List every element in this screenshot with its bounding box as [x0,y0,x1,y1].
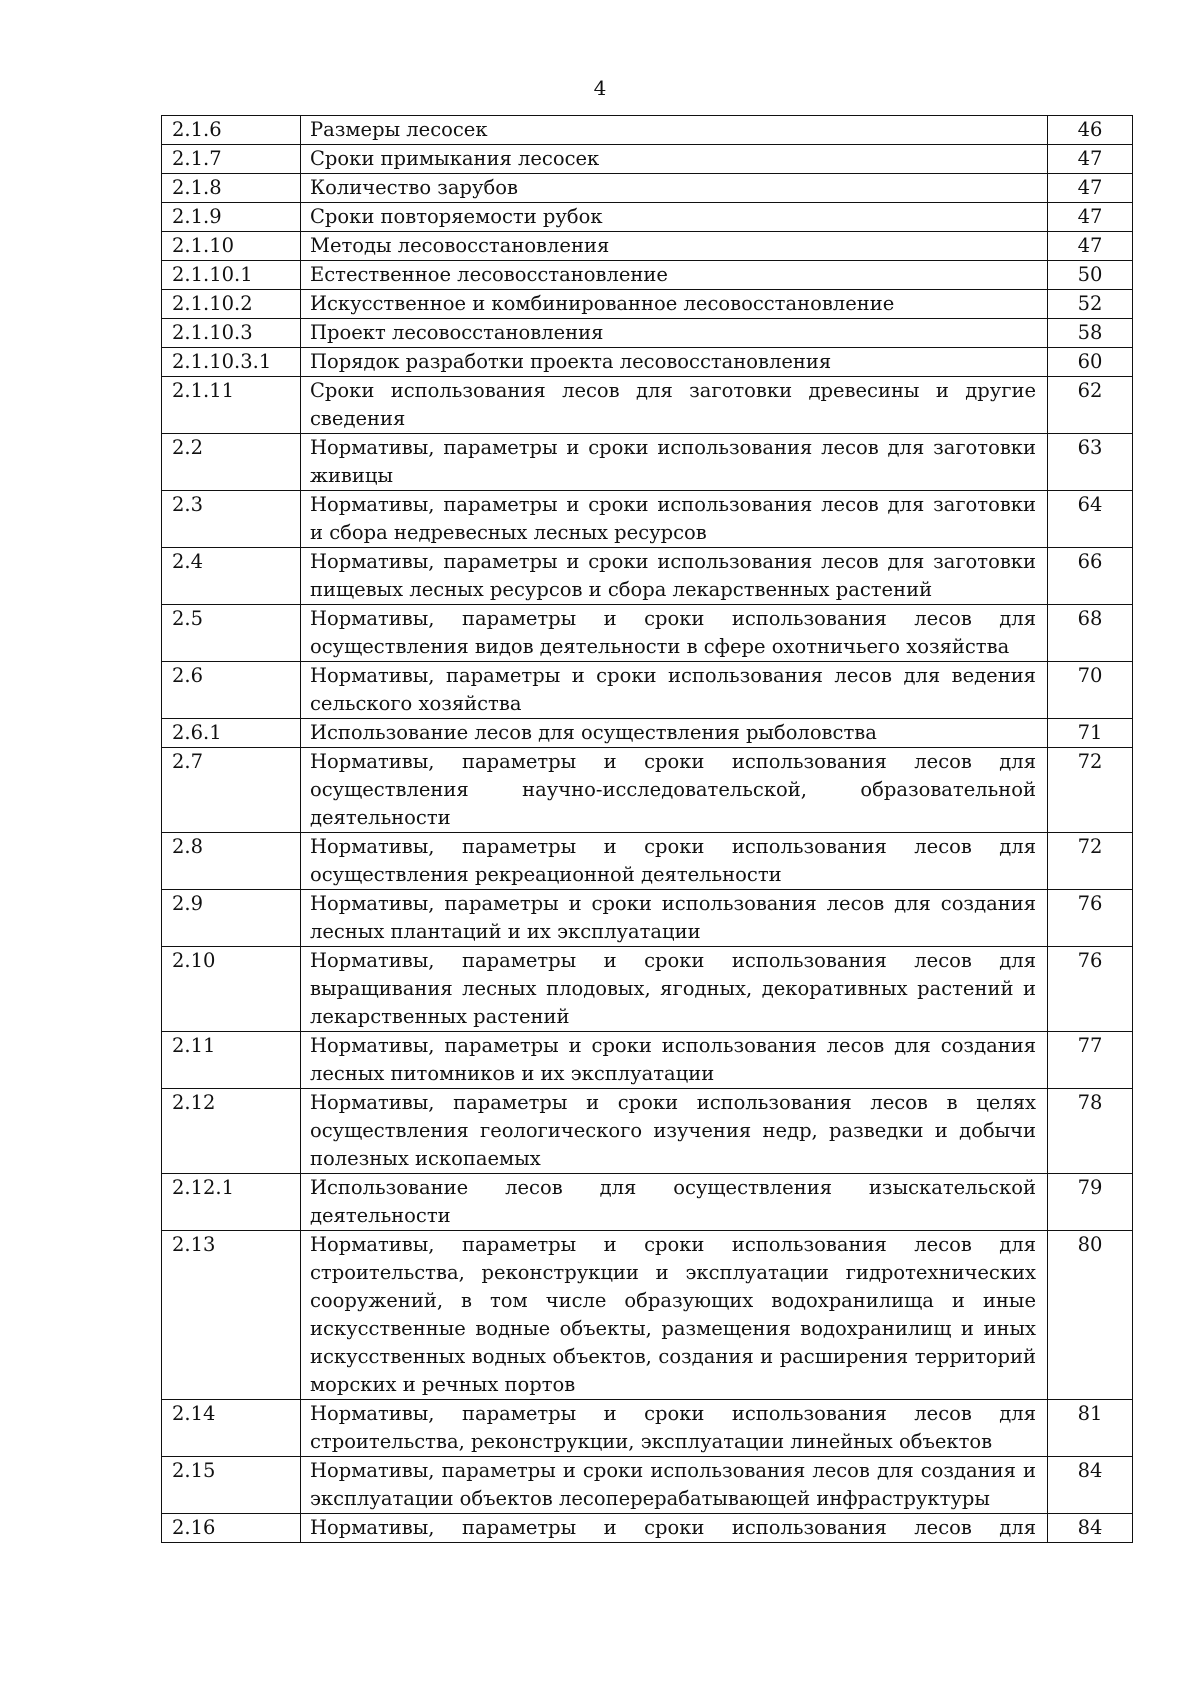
page-reference: 72 [1048,833,1133,890]
toc-row [162,319,1133,348]
section-title: Нормативы, параметры и сроки использования лесов для создания лесных питомников и их эксплуатации [301,1032,1048,1089]
section-title: Использование лесов для осуществления рыболовства [301,719,1048,748]
section-title: Нормативы, параметры и сроки использования лесов для осуществления научно-исследовательской, образовательной деятельности [301,748,1048,833]
section-number: 2.11 [162,1032,301,1089]
section-number: 2.12 [162,1089,301,1174]
page-reference: 46 [1048,116,1133,145]
page-reference: 58 [1048,319,1133,348]
section-title: Нормативы, параметры и сроки использования лесов для создания и эксплуатации объектов лесоперерабатывающей инфраструктуры [301,1457,1048,1514]
section-number: 2.13 [162,1231,301,1400]
page-reference: 64 [1048,491,1133,548]
section-title: Нормативы, параметры и сроки использования лесов для заготовки пищевых лесных ресурсов и сбора лекарственных растений [301,548,1048,605]
section-number: 2.7 [162,748,301,833]
page-reference: 79 [1048,1174,1133,1231]
toc-row [162,833,1133,890]
page-reference: 47 [1048,174,1133,203]
toc-row [162,1457,1133,1514]
section-title: Нормативы, параметры и сроки использования лесов для [301,1514,1048,1543]
toc-row [162,1089,1133,1174]
section-title: Искусственное и комбинированное лесовосстановление [301,290,1048,319]
section-number: 2.1.10 [162,232,301,261]
toc-row [162,890,1133,947]
toc-row [162,548,1133,605]
section-title: Нормативы, параметры и сроки использования лесов для строительства, реконструкции, эксплуатации линейных объектов [301,1400,1048,1457]
page-reference: 68 [1048,605,1133,662]
page-reference: 76 [1048,890,1133,947]
section-title: Нормативы, параметры и сроки использования лесов для заготовки и сбора недревесных лесных ресурсов [301,491,1048,548]
page-reference: 84 [1048,1457,1133,1514]
section-title: Нормативы, параметры и сроки использования лесов для осуществления рекреационной деятельности [301,833,1048,890]
toc-row [162,662,1133,719]
toc-row [162,348,1133,377]
page-reference: 71 [1048,719,1133,748]
section-number: 2.1.10.3.1 [162,348,301,377]
toc-row [162,434,1133,491]
page-reference: 63 [1048,434,1133,491]
section-number: 2.2 [162,434,301,491]
toc-row [162,203,1133,232]
section-title: Сроки повторяемости рубок [301,203,1048,232]
toc-row [162,174,1133,203]
page-reference: 70 [1048,662,1133,719]
section-number: 2.14 [162,1400,301,1457]
toc-row [162,605,1133,662]
page-reference: 52 [1048,290,1133,319]
section-number: 2.1.11 [162,377,301,434]
section-title: Использование лесов для осуществления изыскательской деятельности [301,1174,1048,1231]
page-reference: 78 [1048,1089,1133,1174]
table-of-contents [161,115,1133,1543]
section-number: 2.16 [162,1514,301,1543]
section-number: 2.10 [162,947,301,1032]
section-number: 2.8 [162,833,301,890]
page-reference: 80 [1048,1231,1133,1400]
section-title: Естественное лесовосстановление [301,261,1048,290]
page-reference: 50 [1048,261,1133,290]
page-reference: 84 [1048,1514,1133,1543]
toc-row [162,1400,1133,1457]
toc-row [162,145,1133,174]
section-number: 2.6.1 [162,719,301,748]
section-title: Сроки использования лесов для заготовки древесины и другие сведения [301,377,1048,434]
toc-row [162,290,1133,319]
section-number: 2.1.9 [162,203,301,232]
page-reference: 76 [1048,947,1133,1032]
section-title: Нормативы, параметры и сроки использования лесов для создания лесных плантаций и их эксплуатации [301,890,1048,947]
section-title: Количество зарубов [301,174,1048,203]
toc-row [162,1032,1133,1089]
section-title: Размеры лесосек [301,116,1048,145]
section-number: 2.15 [162,1457,301,1514]
section-title: Нормативы, параметры и сроки использования лесов для осуществления видов деятельности в сфере охотничьего хозяйства [301,605,1048,662]
section-title: Нормативы, параметры и сроки использования лесов в целях осуществления геологического изучения недр, разведки и добычи полезных ископаемых [301,1089,1048,1174]
toc-row [162,1514,1133,1543]
section-number: 2.12.1 [162,1174,301,1231]
section-number: 2.1.8 [162,174,301,203]
section-number: 2.3 [162,491,301,548]
page-reference: 60 [1048,348,1133,377]
page-reference: 47 [1048,232,1133,261]
page-number: 4 [593,76,607,100]
page-reference: 77 [1048,1032,1133,1089]
section-number: 2.1.10.1 [162,261,301,290]
section-title: Сроки примыкания лесосек [301,145,1048,174]
toc-row [162,1231,1133,1400]
section-title: Нормативы, параметры и сроки использования лесов для строительства, реконструкции и эксплуатации гидротехнических сооружений, в том числе образующих водохранилища и иные искусственные водные объекты, размещения водохранилищ и иных искусственных водных объектов, создания и расширения территорий морских и речных портов [301,1231,1048,1400]
toc-row [162,719,1133,748]
section-number: 2.1.10.2 [162,290,301,319]
section-title: Нормативы, параметры и сроки использования лесов для ведения сельского хозяйства [301,662,1048,719]
section-number: 2.1.6 [162,116,301,145]
toc-row [162,491,1133,548]
section-number: 2.9 [162,890,301,947]
page-reference: 66 [1048,548,1133,605]
section-title: Порядок разработки проекта лесовосстановления [301,348,1048,377]
section-title: Проект лесовосстановления [301,319,1048,348]
toc-row [162,1174,1133,1231]
section-number: 2.1.10.3 [162,319,301,348]
page-reference: 62 [1048,377,1133,434]
section-number: 2.4 [162,548,301,605]
toc-row [162,377,1133,434]
toc-row [162,748,1133,833]
page-reference: 81 [1048,1400,1133,1457]
toc-row [162,261,1133,290]
page-reference: 72 [1048,748,1133,833]
toc-row [162,116,1133,145]
section-title: Нормативы, параметры и сроки использования лесов для заготовки живицы [301,434,1048,491]
page-reference: 47 [1048,203,1133,232]
page-reference: 47 [1048,145,1133,174]
toc-row [162,947,1133,1032]
section-title: Нормативы, параметры и сроки использования лесов для выращивания лесных плодовых, ягодных, декоративных растений и лекарственных растений [301,947,1048,1032]
section-number: 2.5 [162,605,301,662]
toc-row [162,232,1133,261]
toc-body [162,116,1133,1543]
section-number: 2.1.7 [162,145,301,174]
section-title: Методы лесовосстановления [301,232,1048,261]
section-number: 2.6 [162,662,301,719]
